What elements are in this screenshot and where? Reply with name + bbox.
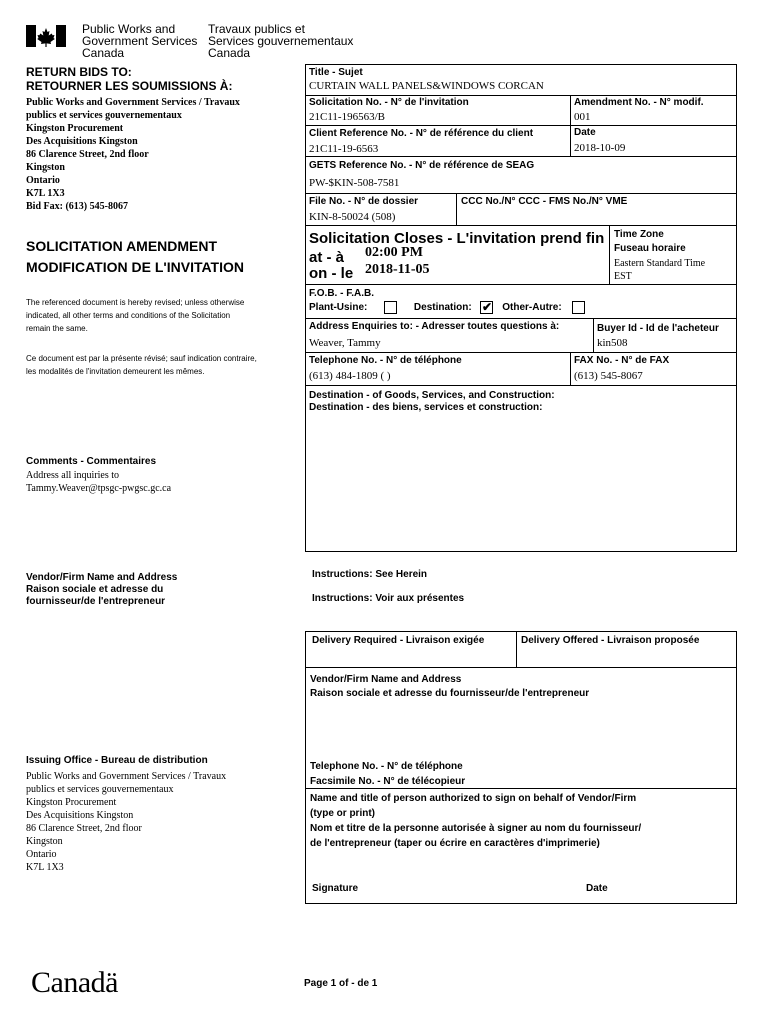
file-no-label: File No. - N° de dossier xyxy=(309,196,419,207)
at-label: at - à xyxy=(309,249,345,266)
closing-date-value: 2018-11-05 xyxy=(365,262,430,277)
solicitation-no-label: Solicitation No. - N° de l'invitation xyxy=(309,97,469,108)
fob-label: F.O.B. - F.A.B. xyxy=(309,288,374,299)
destination-checkbox[interactable]: ✔ xyxy=(481,300,492,314)
fax-value: (613) 545-8067 xyxy=(574,370,643,382)
address-enquiries-value: Weaver, Tammy xyxy=(309,337,381,349)
amendment-text-fr: Ce document est par la présente révisé; sauf indication contraire, les modalités de l'invitation demeurent les mêmes. xyxy=(26,354,257,376)
other-autre-checkbox[interactable] xyxy=(572,301,585,314)
vendor-firm-label-left: Vendor/Firm Name and Address Raison sociale et adresse du fournisseur/de l'entrepreneur xyxy=(26,572,178,607)
amendment-no-value: 001 xyxy=(574,111,591,123)
solicitation-no-value: 21C11-196563/B xyxy=(309,111,385,123)
return-bids-heading: RETURN BIDS TO: RETOURNER LES SOUMISSIONS À: xyxy=(26,65,233,93)
time-zone-label: Time Zone Fuseau horaire xyxy=(614,229,686,254)
comments-label: Comments - Commentaires xyxy=(26,456,157,467)
delivery-offered-label: Delivery Offered - Livraison proposée xyxy=(521,635,700,646)
vendor-firm-label: Vendor/Firm Name and Address Raison sociale et adresse du fournisseur/de l'entrepreneur xyxy=(310,674,590,699)
instructions-en: Instructions: See Herein xyxy=(312,569,428,580)
fax-label: FAX No. - N° de FAX xyxy=(574,355,670,366)
canada-flag-logo xyxy=(26,25,66,47)
date-label: Date xyxy=(574,127,596,138)
page-number: Page 1 of - de 1 xyxy=(304,978,378,989)
amendment-title: SOLICITATION AMENDMENT MODIFICATION DE L'INVITATION xyxy=(26,238,244,275)
gets-ref-label: GETS Reference No. - N° de référence de SEAG xyxy=(309,160,535,171)
on-label: on - le xyxy=(309,265,354,282)
department-name-en: Public Works and Government Services Canada xyxy=(82,22,198,60)
address-enquiries-label: Address Enquiries to: - Adresser toutes questions à: xyxy=(309,321,560,332)
return-bids-address: Public Works and Government Services / Travaux publics et services gouvernementaux Kingston Procurement Des Acquisitions Kingston 86 Clarence Street, 2nd floor Kingston Ontario K7L 1X3 Bid Fax: (613) 545-8067 xyxy=(26,97,240,212)
telephone-value: (613) 484-1809 ( ) xyxy=(309,370,391,382)
solicitation-closes-label: Solicitation Closes - L'invitation prend fin xyxy=(309,230,605,247)
gets-ref-value: PW-$KIN-508-7581 xyxy=(309,177,400,189)
file-no-value: KIN-8-50024 (508) xyxy=(309,211,396,223)
department-name-fr: Travaux publics et Services gouvernementaux Canada xyxy=(208,22,354,60)
signature-label: Signature xyxy=(312,883,359,894)
ccc-no-label: CCC No./N° CCC - FMS No./N° VME xyxy=(461,196,628,207)
date-value: 2018-10-09 xyxy=(574,142,626,154)
client-ref-value: 21C11-19-6563 xyxy=(309,143,379,155)
authorized-signer-label: Name and title of person authorized to sign on behalf of Vendor/Firm (type or print) Nom et titre de la personne autorisée à signer au nom du fournisseur/ de l'entrepreneur (taper ou écrire en caractères d'imprimerie) xyxy=(310,793,642,849)
amendment-no-label: Amendment No. - N° modif. xyxy=(574,97,704,108)
amendment-text-en: The referenced document is hereby revised; unless otherwise indicated, all other terms and conditions of the Solicitation remain the same. xyxy=(26,298,245,333)
issuing-office-address: Public Works and Government Services / Travaux publics et services gouvernementaux Kingston Procurement Des Acquisitions Kingston 86 Clarence Street, 2nd floor Kingston Ontario K7L 1X3 xyxy=(26,771,227,873)
date-signature-label: Date xyxy=(586,883,608,894)
title-label: Title - Sujet xyxy=(309,67,363,78)
time-zone-value: Eastern Standard Time EST xyxy=(614,258,706,282)
issuing-office-label: Issuing Office - Bureau de distribution xyxy=(26,755,208,766)
comments-text: Address all inquiries to Tammy.Weaver@tpsgc-pwgsc.gc.ca xyxy=(26,470,172,494)
closing-time-value: 02:00 PM xyxy=(365,245,423,260)
other-autre-label: Other-Autre: xyxy=(502,302,562,314)
plant-usine-label: Plant-Usine: xyxy=(309,302,368,314)
title-value: CURTAIN WALL PANELS&WINDOWS CORCAN xyxy=(309,80,544,92)
telephone-label: Telephone No. - N° de téléphone xyxy=(309,355,462,366)
destination-label: Destination: xyxy=(413,302,472,314)
telephone-facsimile-label: Telephone No. - N° de téléphone Facsimile No. - N° de télécopieur xyxy=(310,761,466,787)
plant-usine-checkbox[interactable] xyxy=(384,301,397,314)
buyer-id-label: Buyer Id - Id de l'acheteur xyxy=(597,323,719,334)
instructions-fr: Instructions: Voir aux présentes xyxy=(312,593,465,604)
fob-options xyxy=(309,301,589,314)
buyer-id-value: kin508 xyxy=(597,337,628,349)
client-ref-label: Client Reference No. - N° de référence du client xyxy=(309,128,534,139)
destination-goods-label: Destination - of Goods, Services, and Construction: Destination - des biens, services et construction: xyxy=(309,390,555,413)
delivery-required-label: Delivery Required - Livraison exigée xyxy=(312,635,485,646)
canada-wordmark: Canadä xyxy=(31,966,118,999)
